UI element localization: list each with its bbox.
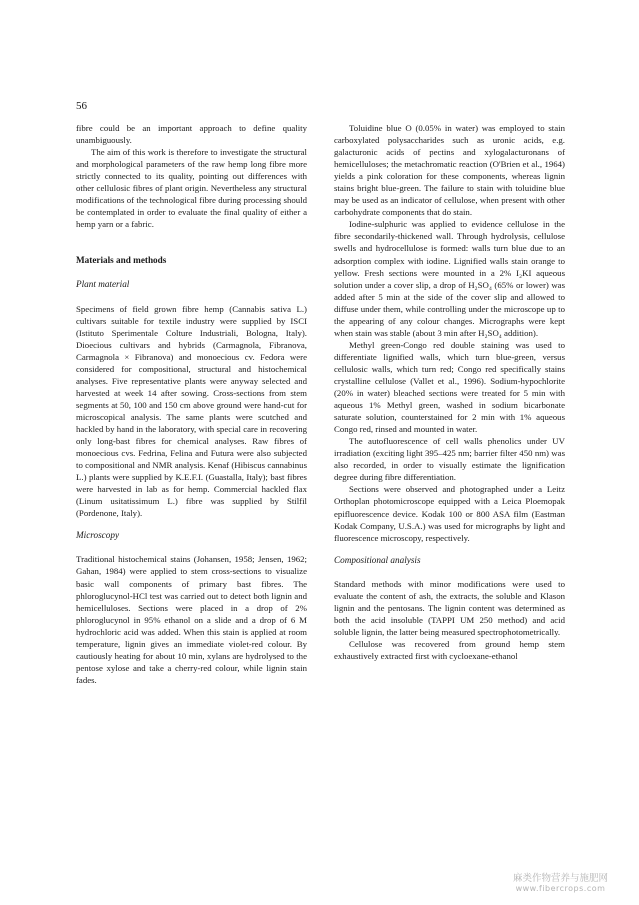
iodine-sulphuric-paragraph: Iodine-sulphuric was applied to evidence cellulose in the fibre secondarily-thickened wall. Through hydrolysis, cellulose swells and hydrocellulose is formed: walls turn blue due to an adsorption complex with iodine. Lignified walls stain orange to yellow. Fresh sections were mounted in a 2% I₂KI aqueous solution under a cover slip, a drop of H₂SO₄ (65% or lower) was added after 5 min at the side of the cover slip and allowed to diffuse under them, while controlling under the microscope up to the appearing of any colour changes. Micrographs were kept when stain was stable (about 3 min after H₂SO₄ addition). <box>334 219 565 338</box>
cellulose-paragraph: Cellulose was recovered from ground hemp stem exhaustively extracted first with cycloexane-ethanol <box>334 638 565 661</box>
standard-methods-paragraph: Standard methods with minor modifications were used to evaluate the content of ash, the extracts, the soluble and Klason lignin and the pentosans. The lignin content was determined as both the acid insoluble (TAPPI UM 250 method) and acid soluble lignin, the latter being measured spectrophotometrically. <box>334 578 565 637</box>
left-column <box>76 122 307 686</box>
watermark-chinese-text: 麻类作物营养与施肥网 <box>513 873 609 884</box>
plant-material-paragraph: Specimens of field grown fibre hemp (Cannabis sativa L.) cultivars suitable for textile industry were supplied by ISCI (Istituto Sperimentale Colture Industriali, Bologna, Italy). Dioecious cultivars and hybrids (Carmagnola, Fibranova, Carmagnola × Fibranova) and monoecious cv. Fedora were considered for compositional, structural and histochemical analyses. Five representative plants were anyway selected and harvested at week 14 after sowing. Cross-sections from stem segments at 50, 100 and 150 cm above ground were hand-cut for microscopical analysis. The same plants were scutched and hackled by hand in the laboratory, with special care in recovering only long-bast fibres for chemical analyses. Raw fibres of monoecious cvs. Fedrina, Felina and Futura were also subjected to compositional and NMR analysis. Kenaf (Hibiscus cannabinus L.) plants were supplied by K.E.F.I. (Guastalla, Italy); bast fibres were harvested in lab as for hemp. Commercial hackled flax (Linum usitatissimum L.) fibre was supplied by Stilfil (Pordenone, Italy). <box>76 303 307 519</box>
autofluorescence-paragraph: The autofluorescence of cell walls phenolics under UV irradiation (exciting light 395–425 nm; barrier filter 450 nm) was also recorded, in order to visually estimate the lignification degree during fibre differentiation. <box>334 436 565 483</box>
methyl-green-paragraph: Methyl green-Congo red double staining was used to differentiate lignified walls, which turn blue-green, versus cellulosic walls, which turn red; Congo red specifically stains crystalline cellulose (Vallet et al., 1996). Sodium-hypochlorite (20% in water) bleached sections were treated for 5 min with aqueous 1% Methyl green, washed in sodium bicarbonate saturate solution, counterstained for 2 min with 1% aqueous Congo red, rinsed and mounted in water. <box>334 339 565 435</box>
intro-paragraph-aim: The aim of this work is therefore to investigate the structural and morphological parameters of the raw hemp long fibre more strictly connected to its quality, pointing out differences with other cellulosic fibres of plant origin. Nevertheless any structural modifications of the technological fibre during processing should be contemplated in order to evaluate the final quality of either a hemp yarn or a fabric. <box>76 147 307 230</box>
watermark <box>513 874 608 894</box>
subheading-compositional-analysis: Compositional analysis <box>334 554 421 565</box>
photomicroscope-paragraph: Sections were observed and photographed under a Leitz Orthoplan photomicroscope equipped with a Leica Ploemopak epifluorescence device. Kodak 100 or 800 ASA film (Eastman Kodak Company, U.S.A.) was used for micrographs by light and fluorescence microscopy, respectively. <box>334 484 565 543</box>
toluidine-paragraph: Toluidine blue O (0.05% in water) was employed to stain carboxylated polysaccharides such as uronic acids, e.g. galacturonic acids of pectins and xylogalacturonans of hemicelluloses; the metachromatic reaction (O'Brien et al., 1964) yields a pink coloration for these components, whereas lignin stains bright blue-green. The failure to stain with toluidine blue may be used as an indicator of cellulose, when present with other carbohydrate components that do stain. <box>334 123 565 218</box>
microscopy-paragraph: Traditional histochemical stains (Johansen, 1958; Jensen, 1962; Gahan, 1984) were applied to stem cross-sections to visualize basic wall components of primary bast fibres. The phloroglucynol-HCl test was carried out to detect both lignin and hemicelluloses. Sections were placed in a drop of 2% phloroglucynol in 95% ethanol on a slide and a drop of 6 M hydrochloric acid was added. When this stain is applied at room temperature, lignin gives an immediate violet-red colour. By cautiously heating for about 10 min, xylans are hydrolysed to the pentose xylose and take a cherry-red colour, while lignin stain fades. <box>76 554 307 685</box>
page-number: 56 <box>76 100 87 112</box>
section-heading-materials-methods: Materials and methods <box>76 255 167 266</box>
subheading-microscopy: Microscopy <box>76 530 120 541</box>
right-column <box>334 122 565 662</box>
watermark-url: www.fibercrops.com <box>515 884 606 893</box>
intro-paragraph-continued: fibre could be an important approach to define quality unambiguously. <box>76 123 307 146</box>
subheading-plant-material: Plant material <box>76 279 130 290</box>
